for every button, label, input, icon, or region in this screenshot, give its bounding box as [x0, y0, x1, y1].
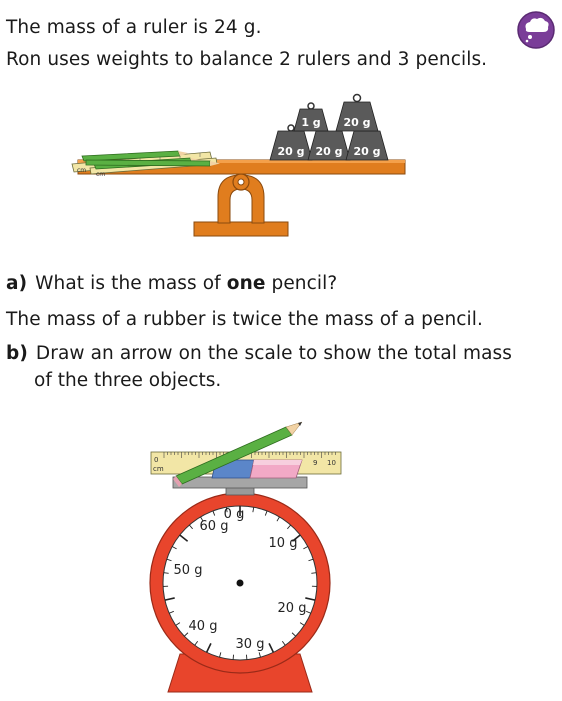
question-b-line-2: of the three objects. — [34, 370, 222, 391]
weight-label: 20 g — [277, 145, 305, 158]
dial-center — [237, 580, 244, 587]
question-b-text-1: Draw an arrow on the scale to show the total mass — [35, 343, 513, 364]
rubber-statement: The mass of a rubber is twice the mass of a pencil. — [6, 309, 484, 330]
dial-label-60: 60 g — [199, 519, 229, 534]
svg-text:cm: cm — [77, 167, 87, 174]
question-a-bold: one — [226, 273, 266, 294]
svg-text:cm: cm — [96, 171, 106, 178]
weight-label: 1 g — [301, 116, 321, 129]
intro-line-1: The mass of a ruler is 24 g. — [6, 17, 262, 38]
question-a-text-before: What is the mass of — [35, 273, 227, 294]
thought-cloud-icon — [516, 10, 556, 50]
weights-group — [270, 95, 388, 161]
question-a — [6, 273, 337, 294]
ruler-number-10: 10 — [327, 459, 336, 467]
question-a-text-after: pencil? — [265, 273, 338, 294]
weight-label: 20 g — [343, 116, 371, 129]
dial-label-0: 0 g — [223, 507, 245, 522]
question-b-letter: b) — [6, 343, 28, 364]
question-b-line-1 — [6, 343, 512, 364]
dial-label-20: 20 g — [277, 601, 307, 616]
weight-label: 20 g — [353, 145, 381, 158]
weight-label: 20 g — [315, 145, 343, 158]
dial-label-10: 10 g — [268, 536, 298, 551]
ruler-number-0: 0 — [154, 456, 159, 464]
dial-label-50: 50 g — [173, 563, 203, 578]
balance-scale-illustration — [60, 92, 420, 247]
intro-line-2: Ron uses weights to balance 2 rulers and 3 pencils. — [6, 49, 488, 70]
dial-label-40: 40 g — [188, 619, 218, 634]
weighing-scale-illustration — [140, 418, 350, 701]
ruler-number-9: 9 — [313, 459, 318, 467]
dial-label-30: 30 g — [235, 637, 265, 652]
ruler-unit: cm — [153, 465, 164, 473]
question-a-letter: a) — [6, 273, 28, 294]
